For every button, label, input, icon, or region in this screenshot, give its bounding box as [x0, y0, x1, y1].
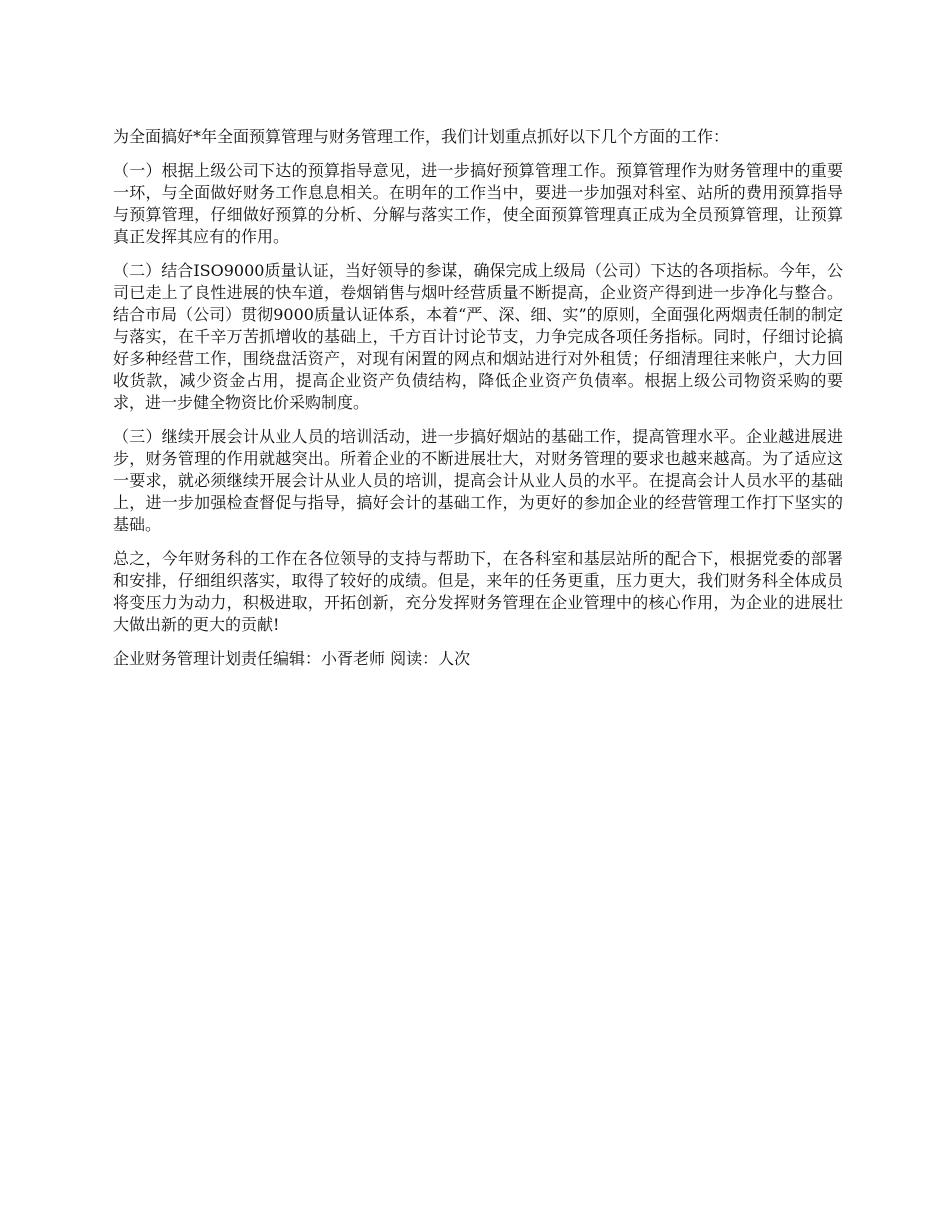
paragraph-1: （一）根据上级公司下达的预算指导意见，进一步搞好预算管理工作。预算管理作为财务管理中的重要一环，与全面做好财务工作息息相关。在明年的工作当中，要进一步加强对科室、站所的费用预算指导与预算管理，仔细做好预算的分析、分解与落实工作，使全面预算管理真正成为全员预算管理，让预算真正发挥其应有的作用。: [113, 161, 843, 246]
document-body: [113, 126, 843, 682]
intro-paragraph: 为全面搞好*年全面预算管理与财务管理工作，我们计划重点抓好以下几个方面的工作：: [113, 127, 730, 146]
conclusion-paragraph: 总之，今年财务科的工作在各位领导的支持与帮助下，在各科室和基层站所的配合下，根据党委的部署和安排，仔细组织落实，取得了较好的成绩。但是，来年的任务更重，压力更大，我们财务科全体成员将变压力为动力，积极进取，开拓创新，充分发挥财务管理在企业管理中的核心作用，为企业的进展壮大做出新的更大的贡献!: [113, 549, 843, 634]
paragraph-2: （二）结合ISO9000质量认证，当好领导的参谋，确保完成上级局（公司）下达的各项指标。今年，公司已走上了良性进展的快车道，卷烟销售与烟叶经营质量不断提高，企业资产得到进一步净化与整合。结合市局（公司）贯彻9000质量认证体系，本着“严、深、细、实”的原则，全面强化两烟责任制的制定与落实，在千辛万苦抓增收的基础上，千方百计讨论节支，力争完成各项任务指标。同时，仔细讨论搞好多种经营工作，围绕盘活资产，对现有闲置的网点和烟站进行对外租赁；仔细清理往来帐户，大力回收货款，减少资金占用，提高企业资产负债结构，降低企业资产负债率。根据上级公司物资采购的要求，进一步健全物资比价采购制度。: [113, 261, 843, 412]
paragraph-3: （三）继续开展会计从业人员的培训活动，进一步搞好烟站的基础工作，提高管理水平。企业越进展进步，财务管理的作用就越突出。所着企业的不断进展壮大，对财务管理的要求也越来越高。为了适应这一要求，就必须继续开展会计从业人员的培训，提高会计从业人员的水平。在提高会计人员水平的基础上，进一步加强检查督促与指导，搞好会计的基础工作，为更好的参加企业的经营管理工作打下坚实的基础。: [113, 427, 843, 534]
footer-line: 企业财务管理计划责任编辑：小胥老师 阅读：人次: [113, 649, 471, 668]
